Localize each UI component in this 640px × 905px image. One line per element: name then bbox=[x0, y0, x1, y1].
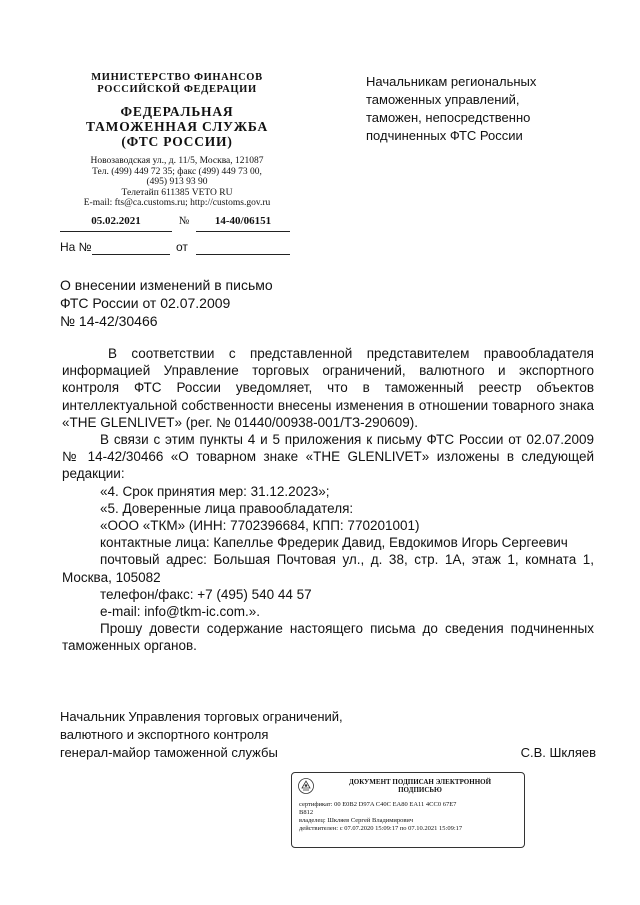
body-paragraph: Прошу довести содержание настоящего письма до сведения подчиненных таможенных органов. bbox=[62, 621, 594, 654]
stamp-title: ДОКУМЕНТ ПОДПИСАН ЭЛЕКТРОННОЙ ПОДПИСЬЮ bbox=[348, 778, 492, 794]
agency-email: E-mail: fts@ca.customs.ru; http://customs.gov.ru bbox=[83, 198, 271, 208]
signatory-name: С.В. Шкляев bbox=[520, 745, 596, 760]
letter-subject: О внесении изменений в письмо ФТС России от 02.07.2009 № 14-42/30466 bbox=[60, 277, 273, 329]
emblem-icon bbox=[297, 777, 315, 795]
signatory-position: валютного и экспортного контроля bbox=[60, 727, 269, 742]
reference-number-line bbox=[92, 240, 170, 255]
stamp-validity: действителен: с 07.07.2020 15:09:17 по 07.10.2021 15:09:17 bbox=[299, 825, 463, 832]
stamp-details bbox=[299, 801, 519, 833]
body-paragraph: контактные лица: Капеллье Фредерик Давид, Евдокимов Игорь Сергеевич bbox=[100, 535, 568, 551]
agency-contacts bbox=[60, 156, 294, 209]
body-paragraph: «ООО «ТКМ» (ИНН: 7702396684, КПП: 770201001) bbox=[100, 518, 420, 534]
body-paragraph: e-mail: info@tkm-ic.com.». bbox=[100, 604, 260, 620]
stamp-owner: владелец: Шкляев Сергей Владимирович bbox=[299, 817, 414, 824]
body-paragraph: В связи с этим пункты 4 и 5 приложения к письму ФТС России от 02.07.2009 № 14-42/30466 «О товарном знаке «THE GLENLIVET» изложены в следующей редакции: bbox=[62, 432, 594, 482]
agency-address: Новозаводская ул., д. 11/5, Москва, 121087 bbox=[90, 156, 264, 166]
body-paragraph: В соответствии с представленной представителем правообладателя информацией Управление торговых ограничений, валютного и экспортного контроля ФТС России уведомляет, что в таможенный реестр объектов интеллектуальной собственности внесены изменения в отношении товарного знака «THE GLENLIVET» (рег. № 01440/00938-001/ТЗ-290609). bbox=[62, 346, 594, 430]
document-number: 14-40/06151 bbox=[196, 215, 290, 232]
body-paragraph: телефон/факс: +7 (495) 540 44 57 bbox=[100, 586, 312, 602]
stamp-certificate-cont: B812 bbox=[299, 809, 314, 816]
body-paragraph: «5. Доверенные лица правообладателя: bbox=[100, 500, 354, 516]
ministry-name: МИНИСТЕРСТВО ФИНАНСОВ РОССИЙСКОЙ ФЕДЕРАЦИИ bbox=[91, 72, 263, 95]
agency-phone: Тел. (499) 449 72 35; факс (499) 449 73 00, bbox=[92, 166, 262, 177]
body-paragraph: почтовый адрес: Большая Почтовая ул., д. 38, стр. 1А, этаж 1, комната 1, Москва, 105082 bbox=[62, 552, 594, 585]
agency-name: ФЕДЕРАЛЬНАЯ ТАМОЖЕННАЯ СЛУЖБА (ФТС РОССИИ) bbox=[85, 104, 269, 149]
reference-date-line bbox=[196, 240, 290, 255]
signatory-position: генерал-майор таможенной службы bbox=[60, 745, 278, 760]
signature-block bbox=[60, 708, 596, 762]
signatory-position: Начальник Управления торговых ограничений, bbox=[60, 709, 343, 724]
number-sign: № bbox=[178, 215, 190, 227]
stamp-certificate: сертификат: 00 E0B2 D97A C40C EA80 EA11 4CC0 67E7 bbox=[299, 801, 457, 808]
letterhead bbox=[60, 72, 294, 209]
addressee: Начальникам региональных таможенных управлений, таможен, непосредственно подчиненных ФТС России bbox=[366, 74, 537, 143]
letter-body bbox=[62, 345, 594, 655]
reference-from-label: от bbox=[176, 240, 188, 254]
electronic-signature-stamp bbox=[291, 772, 525, 848]
body-paragraph: «4. Срок принятия мер: 31.12.2023»; bbox=[100, 483, 330, 499]
document-date: 05.02.2021 bbox=[60, 215, 172, 232]
agency-phone-2: (495) 913 93 90 bbox=[146, 177, 208, 187]
agency-telex: Телетайп 611385 VETO RU bbox=[121, 187, 233, 198]
reference-label: На № bbox=[60, 240, 92, 254]
